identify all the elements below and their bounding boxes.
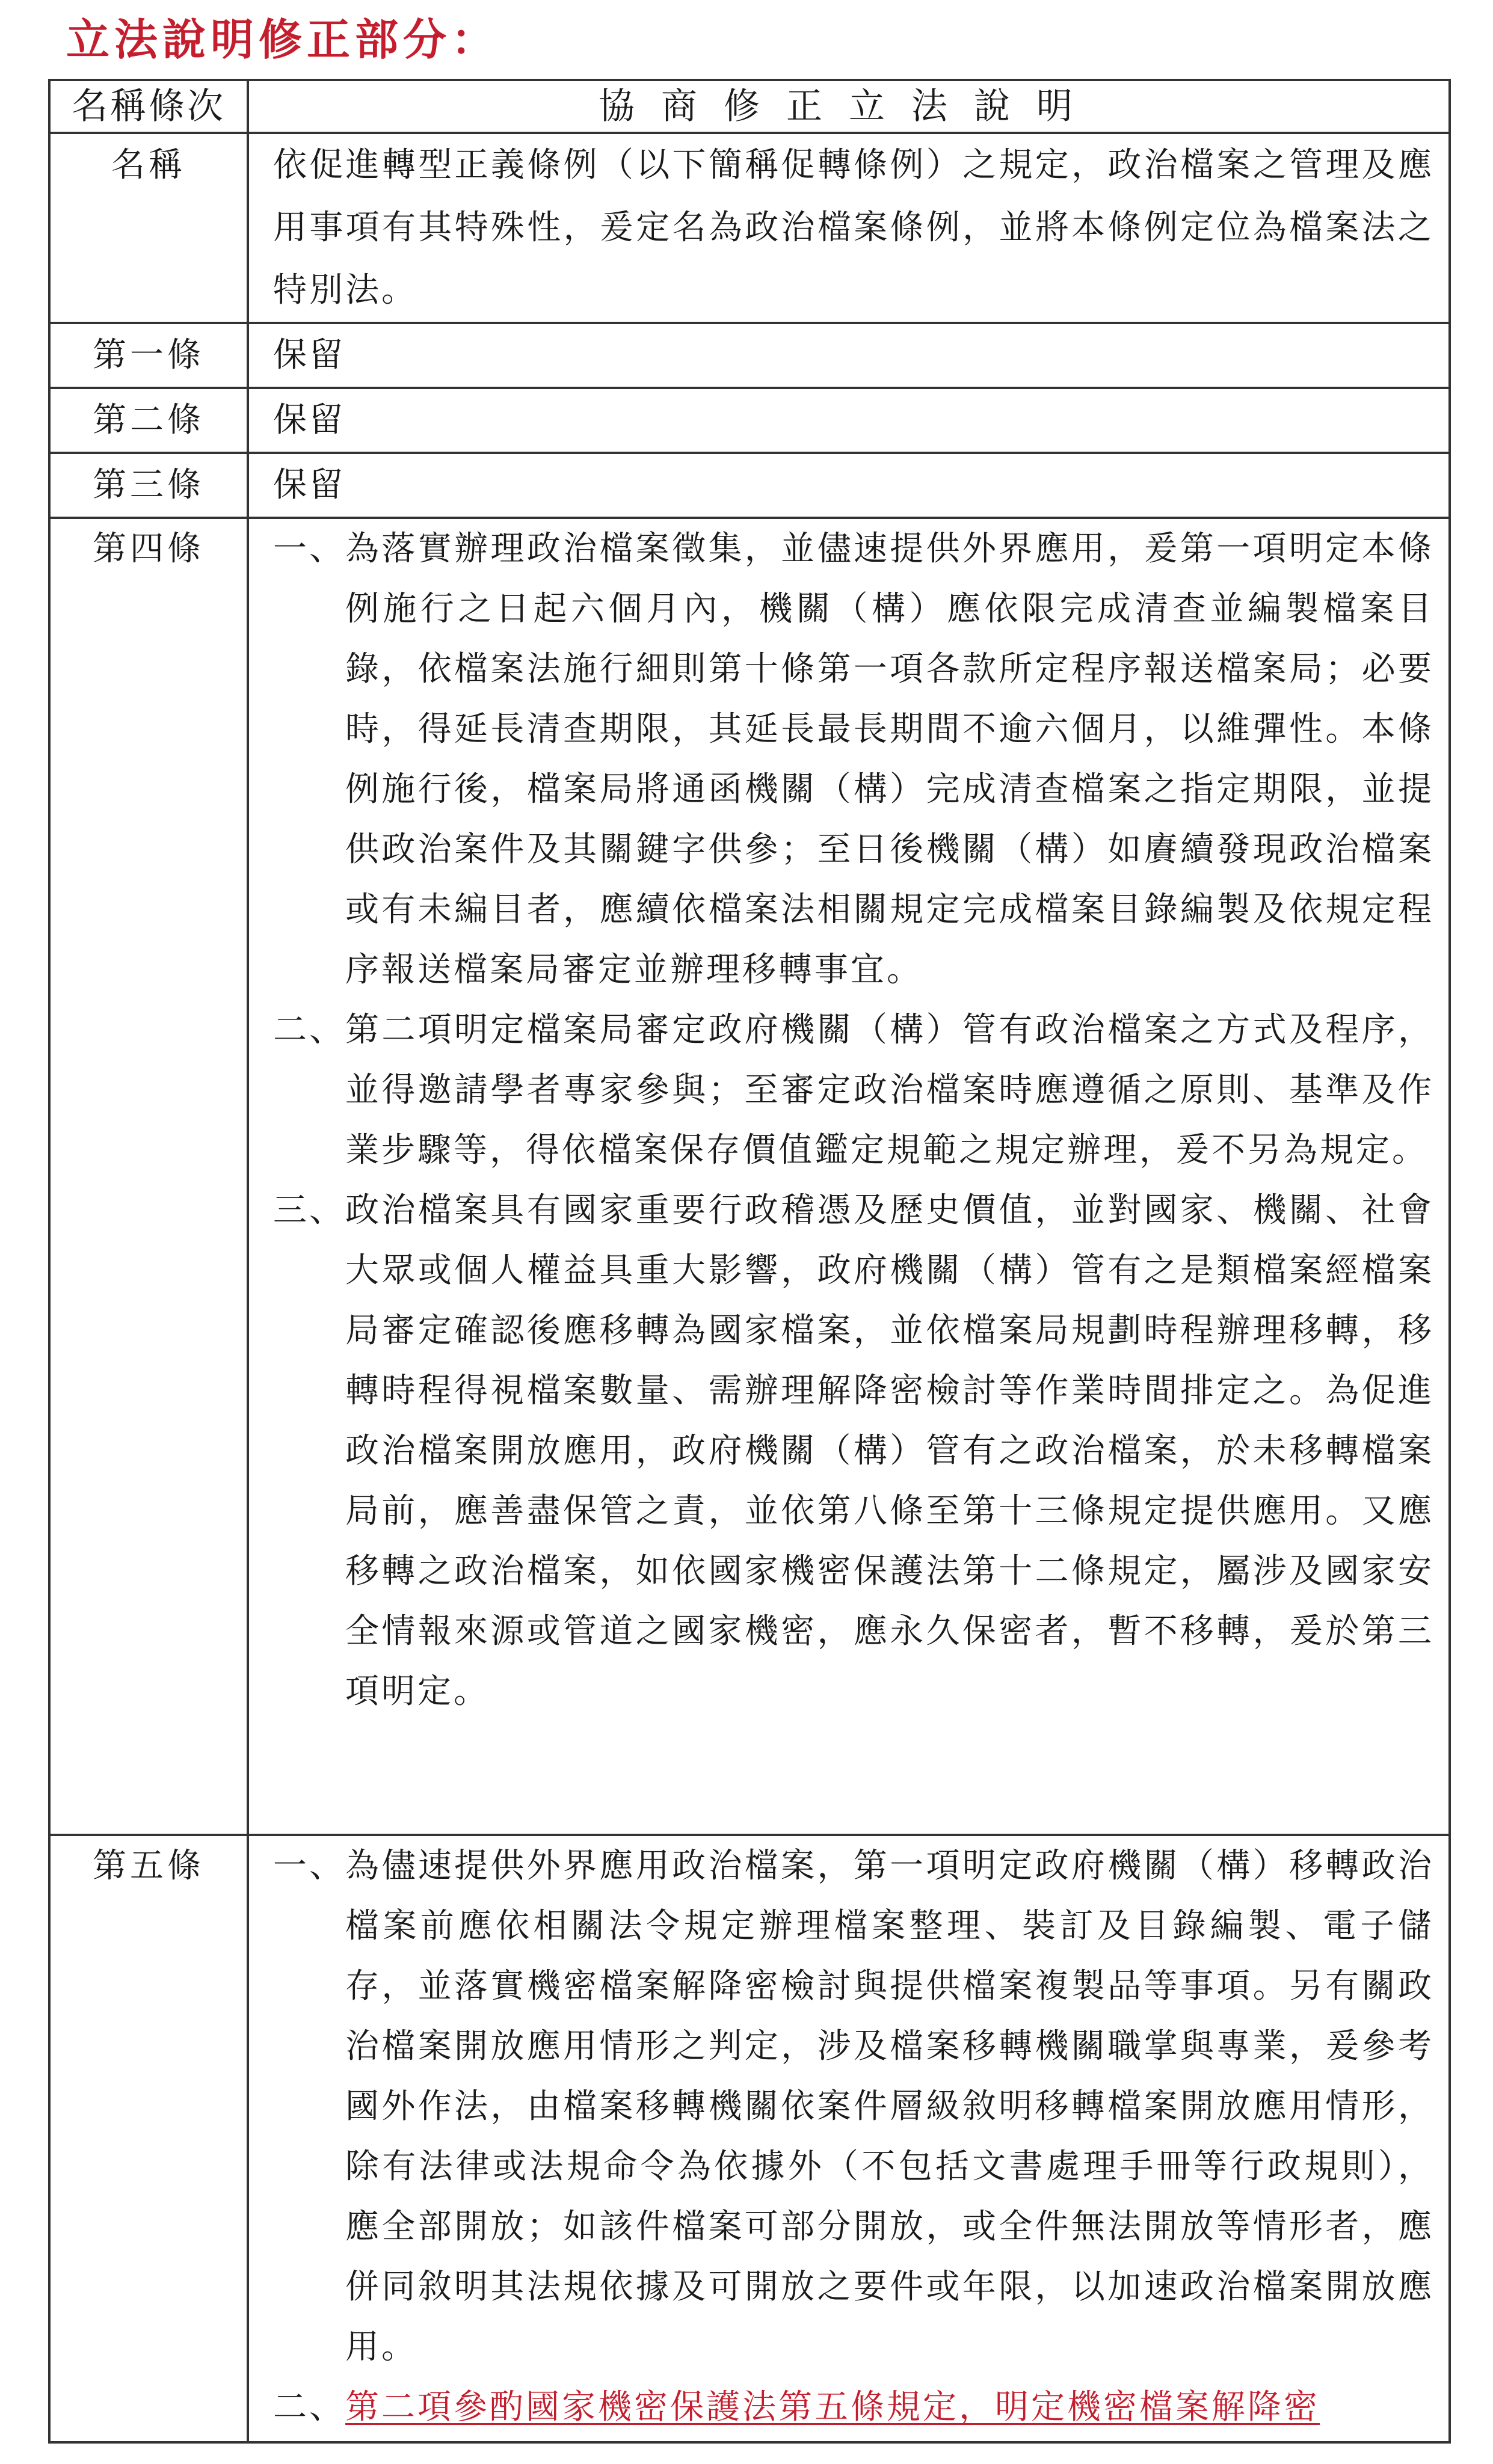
list-item bbox=[273, 1836, 1434, 2377]
header-explanation: 協商修正立法說明 bbox=[248, 80, 1450, 133]
item-marker: 一、 bbox=[273, 1846, 345, 1885]
item-marker: 二、 bbox=[273, 2388, 345, 2427]
table-row-article-4 bbox=[49, 518, 1450, 1835]
row-label: 第四條 bbox=[49, 518, 248, 1835]
header-article-name: 名稱條次 bbox=[49, 80, 248, 133]
list-item bbox=[273, 1181, 1434, 1722]
item-marker: 一、 bbox=[273, 529, 345, 568]
item-text: 政治檔案具有國家重要行政稽憑及歷史價值，並對國家、機關、社會大眾或個人權益具重大影響，政府機關（構）管有之是類檔案經檔案局審定確認後應移轉為國家檔案，並依檔案局規劃時程辦理移轉，移轉時程得視檔案數量、需辦理解降密檢討等作業時間排定之。為促進政治檔案開放應用，政府機關（構）管有之政治檔案，於未移轉檔案局前，應善盡保管之責，並依第八條至第十三條規定提供應用。又應移轉之政治檔案，如依國家機密保護法第十二條規定，屬涉及國家安全情報來源或管道之國家機密，應永久保密者，暫不移轉，爰於第三項明定。 bbox=[345, 1191, 1434, 1711]
item-text: 為落實辦理政治檔案徵集，並儘速提供外界應用，爰第一項明定本條例施行之日起六個月內，機關（構）應依限完成清查並編製檔案目錄，依檔案法施行細則第十條第一項各款所定程序報送檔案局；必要時，得延長清查期限，其延長最長期間不逾六個月，以維彈性。本條例施行後，檔案局將通函機關（構）完成清查檔案之指定期限，並提供政治案件及其關鍵字供參；至日後機關（構）如賡續發現政治檔案或有未編目者，應續依檔案法相關規定完成檔案目錄編製及依規定程序報送檔案局審定並辦理移轉事宜。 bbox=[345, 529, 1434, 989]
row-paragraph: 依促進轉型正義條例（以下簡稱促轉條例）之規定，政治檔案之管理及應用事項有其特殊性，爰定名為政治檔案條例，並將本條例定位為檔案法之特別法。 bbox=[273, 146, 1434, 310]
row-content bbox=[248, 133, 1450, 323]
row-paragraph: 保留 bbox=[273, 401, 345, 440]
row-label: 第三條 bbox=[49, 453, 248, 518]
row-content bbox=[248, 1835, 1450, 2442]
row-content bbox=[248, 453, 1450, 518]
row-label: 第一條 bbox=[49, 323, 248, 388]
item-text-amended: 第二項參酌國家機密保護法第五條規定，明定機密檔案解降密 bbox=[345, 2388, 1320, 2427]
page-heading: 立法說明修正部分： bbox=[66, 14, 500, 65]
row-label: 名稱 bbox=[49, 133, 248, 323]
row-paragraph: 保留 bbox=[273, 336, 345, 375]
row-paragraph: 保留 bbox=[273, 465, 345, 505]
table-row-article-5 bbox=[49, 1835, 1450, 2442]
item-marker: 二、 bbox=[273, 1010, 345, 1049]
row-label: 第二條 bbox=[49, 388, 248, 453]
table-row-article-2 bbox=[49, 388, 1450, 453]
item-text: 第二項明定檔案局審定政府機關（構）管有政治檔案之方式及程序，並得邀請學者專家參與；至審定政治檔案時應遵循之原則、基準及作業步驟等，得依檔案保存價值鑑定規範之規定辦理，爰不另為規定。 bbox=[345, 1010, 1434, 1170]
legislative-explanation-table bbox=[48, 79, 1451, 2444]
row-content bbox=[248, 388, 1450, 453]
item-marker: 三、 bbox=[273, 1191, 345, 1230]
row-label: 第五條 bbox=[49, 1835, 248, 2442]
list-item bbox=[273, 2377, 1434, 2438]
list-item bbox=[273, 519, 1434, 1000]
row-content bbox=[248, 518, 1450, 1835]
item-text: 為儘速提供外界應用政治檔案，第一項明定政府機關（構）移轉政治檔案前應依相關法令規定辦理檔案整理、裝訂及目錄編製、電子儲存，並落實機密檔案解降密檢討與提供檔案複製品等事項。另有關政治檔案開放應用情形之判定，涉及檔案移轉機關職掌與專業，爰參考國外作法，由檔案移轉機關依案件層級敘明移轉檔案開放應用情形，除有法律或法規命令為依據外（不包括文書處理手冊等行政規則），應全部開放；如該件檔案可部分開放，或全件無法開放等情形者，應併同敘明其法規依據及可開放之要件或年限，以加速政治檔案開放應用。 bbox=[345, 1846, 1434, 2367]
table-row-name bbox=[49, 133, 1450, 323]
table-row-article-1 bbox=[49, 323, 1450, 388]
table-header-row bbox=[49, 80, 1450, 133]
list-item bbox=[273, 1000, 1434, 1181]
table-row-article-3 bbox=[49, 453, 1450, 518]
row-content bbox=[248, 323, 1450, 388]
